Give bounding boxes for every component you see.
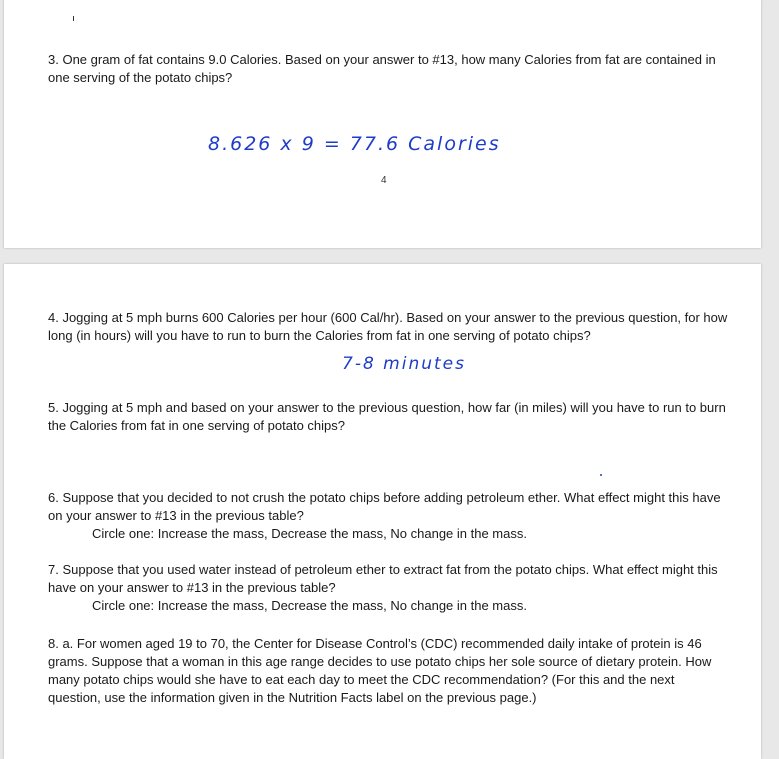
question-3-text: 3. One gram of fat contains 9.0 Calories. Based on your answer to #13, how many Calories from fat are contained in one serving of the potato chips? bbox=[48, 52, 716, 85]
question-5 bbox=[48, 399, 728, 435]
question-8-text: 8. a. For women aged 19 to 70, the Center for Disease Control’s (CDC) recommended daily intake of protein is 46 grams. Suppose that a woman in this age range decides to use potato chips her sole source of dietary protein. How many potato chips would she have to eat each day to meet the CDC recommendation? (For this and the next question, use the information given in the Nutrition Facts label on the previous page.) bbox=[48, 636, 712, 705]
question-7-circle-one: Circle one: Increase the mass, Decrease the mass, No change in the mass. bbox=[92, 598, 527, 613]
document-page-1 bbox=[4, 0, 761, 248]
question-3 bbox=[48, 51, 728, 87]
pen-mark bbox=[73, 16, 74, 21]
question-8 bbox=[48, 635, 728, 707]
question-6-text: 6. Suppose that you decided to not crush the potato chips before adding petroleum ether. What effect might this have on your answer to #13 in the previous table? bbox=[48, 490, 721, 523]
question-6-circle-one: Circle one: Increase the mass, Decrease the mass, No change in the mass. bbox=[92, 526, 527, 541]
document-page-2 bbox=[4, 264, 761, 759]
page-number: 4 bbox=[381, 175, 387, 186]
handwritten-answer-4: 7-8 minutes bbox=[342, 354, 466, 374]
question-4 bbox=[48, 309, 728, 345]
question-7 bbox=[48, 561, 728, 615]
question-4-text: 4. Jogging at 5 mph burns 600 Calories per hour (600 Cal/hr). Based on your answer to the previous question, for how long (in hours) will you have to run to burn the Calories from fat in one serving of potato chips? bbox=[48, 310, 728, 343]
question-7-text: 7. Suppose that you used water instead of petroleum ether to extract fat from the potato chips. What effect might this have on your answer to #13 in the previous table? bbox=[48, 562, 718, 595]
handwritten-answer-3: 8.626 x 9 = 77.6 Calories bbox=[208, 133, 501, 155]
question-6 bbox=[48, 489, 728, 543]
question-5-text: 5. Jogging at 5 mph and based on your answer to the previous question, how far (in miles) will you have to run to burn the Calories from fat in one serving of potato chips? bbox=[48, 400, 726, 433]
pen-dot bbox=[600, 474, 602, 476]
